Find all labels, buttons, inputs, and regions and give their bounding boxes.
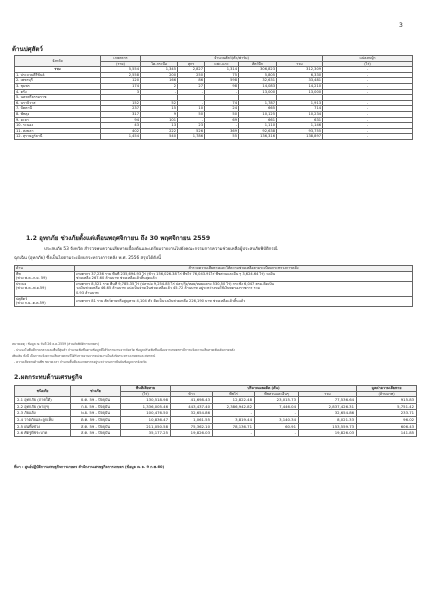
hazard-type-cell: 2.3 ภัยแล้ง xyxy=(15,410,71,417)
value-cell: 915.83 xyxy=(357,397,417,404)
side-label: พืช xyxy=(16,271,21,276)
province-cell: 9. ยะลา xyxy=(15,117,101,123)
col-result: สำรวจความเสียหายและให้ความช่วยเหลือตามระเบียบกระทรวงการคลัง xyxy=(75,266,413,272)
beef-cell: 222 xyxy=(141,128,178,134)
col-farmers: เกษตรกร xyxy=(101,56,141,62)
col-side: ด้าน xyxy=(15,266,75,272)
area-cell: - xyxy=(323,67,413,73)
period-cell: ธ.ค. 59 - ปัจจุบัน xyxy=(71,397,121,404)
field-crop-cell: 78,136.71 xyxy=(213,423,255,430)
area-cell: - xyxy=(323,111,413,117)
total-cell: 93,755 xyxy=(277,128,323,134)
result-cell xyxy=(75,271,413,281)
total-cell: 1,146 xyxy=(277,123,323,129)
province-cell: 12. สุราษฎร์ธานี xyxy=(15,134,101,140)
hazard-type-cell: 2.1 อุทกภัย (ภาคใต้) xyxy=(15,397,71,404)
goat-cell: 74 xyxy=(205,100,239,106)
livestock-table xyxy=(14,55,413,140)
area-cell: 100,476.50 xyxy=(121,410,171,417)
province-cell: 1. ประจวบคีรีขันธ์ xyxy=(15,72,101,78)
col-horticulture: พืชสวนและอื่นๆ xyxy=(255,391,299,397)
col-animals-group: จำนวนสัตว์(ตัว/ฟาร์ม) xyxy=(141,56,323,62)
area-cell: 130,518.98 xyxy=(121,397,171,404)
table-row xyxy=(15,423,417,430)
farmers-cell: 5,554 xyxy=(101,67,141,73)
col-field-crops: พืชไร่ xyxy=(213,391,255,397)
source-note: ที่มา : ศูนย์ปฏิบัติการเศรษฐกิจการเกษตร สำนักงานเศรษฐกิจการเกษตร (ข้อมูล ณ ล. 9 ก.พ.60) xyxy=(14,465,165,469)
area-cell: - xyxy=(323,72,413,78)
field-crop-cell: - xyxy=(213,410,255,417)
poultry-cell: 661 xyxy=(239,117,277,123)
flood-damage-table xyxy=(14,265,413,307)
farmers-cell: 120 xyxy=(101,78,141,84)
side-label: ปศุสัตว์ xyxy=(16,296,28,301)
province-cell: 4. ตรัง xyxy=(15,89,101,95)
col-poultry: สัตว์ปีก xyxy=(239,61,277,67)
field-crop-cell: 3,819.44 xyxy=(213,416,255,423)
total-cell: 153,559.73 xyxy=(299,423,357,430)
period-cell: ก.ย. 59 - ปัจจุบัน xyxy=(71,403,121,410)
footnote-4: - ความเสียหายด้านพืช ขยายเวลา จำนวนพื้นที่และเกษตรกรอยู่ระหว่างรอการยืนยันข้อมูลจากจังหวัด xyxy=(14,360,147,364)
side-cell xyxy=(15,281,75,296)
horticulture-cell: 3,140.34 xyxy=(255,416,299,423)
pig-cell: 1,786 xyxy=(178,134,205,140)
pig-cell: - xyxy=(178,100,205,106)
col-goat: แพะ-แกะ xyxy=(205,61,239,67)
poultry-cell: 10,125 xyxy=(239,111,277,117)
col-area-unit: (ไร่) xyxy=(323,61,413,67)
total-cell: 32,654.86 xyxy=(299,410,357,417)
col-period: ช่วงภัย xyxy=(71,386,121,397)
rice-cell: 1,061.55 xyxy=(171,416,213,423)
poultry-cell: 92,638 xyxy=(239,128,277,134)
farmers-cell: 174 xyxy=(101,83,141,89)
table-row xyxy=(15,271,413,281)
horticulture-cell: - xyxy=(255,430,299,437)
area-cell: - xyxy=(323,78,413,84)
total-cell: 8,021.33 xyxy=(299,416,357,423)
footnote-3: เพิ่มเติม ทั้งนี้ เป็นการแจ้งความเสียหายตามที่ได้รับรายงานจากหน่วยงานในสังกัดกระทรวงเกษตรและสหกรณ์ xyxy=(12,354,156,358)
area-cell: - xyxy=(323,128,413,134)
province-cell: 6. นราธิวาส xyxy=(15,100,101,106)
side-cell xyxy=(15,296,75,306)
area-cell: 1,336,005.46 xyxy=(121,403,171,410)
farmers-cell: 3 xyxy=(101,89,141,95)
total-cell: 1,913 xyxy=(277,100,323,106)
section-1-2-title: 1.2 อุทกภัย ช่วงภัยตั้งแต่เดือนพฤศจิกายน ถึง 30 พฤศจิกายน 2559 xyxy=(26,235,211,242)
total-cell: 631 xyxy=(277,117,323,123)
col-value: มูลค่าความเสียหาย xyxy=(357,386,417,392)
pig-cell: 250 xyxy=(178,72,205,78)
province-cell: 7. ปัตตานี xyxy=(15,106,101,112)
table-row xyxy=(15,430,417,437)
poultry-cell: 1,110 xyxy=(239,123,277,129)
pig-cell: - xyxy=(178,89,205,95)
goat-cell: 598 xyxy=(205,78,239,84)
farmers-cell: 402 xyxy=(101,128,141,134)
pig-cell: 23 xyxy=(178,123,205,129)
hazard-type-cell: 2.6 ศัตรูพืชระบาด xyxy=(15,430,71,437)
province-cell: 11. สงขลา xyxy=(15,128,101,134)
area-cell: - xyxy=(323,117,413,123)
footnote-1: หมายเหตุ : ข้อมูล ณ วันที่ 26 ธ.ค.2559 (ส่วนภัยพิบัติการเกษตร) xyxy=(12,342,99,346)
field-crop-cell: 2,386,942.82 xyxy=(213,403,255,410)
result-line: ช่วยเหลือ 267.60 ล้านบาท ช่วยเหลือแล้วสิ้นสุดแล้ว xyxy=(76,276,157,281)
pig-cell: 50 xyxy=(178,111,205,117)
area-cell: 10,836.47 xyxy=(121,416,171,423)
pig-cell: 2,827 xyxy=(178,67,205,73)
value-cell: 141.85 xyxy=(357,430,417,437)
poultry-cell: 306,823 xyxy=(239,67,277,73)
col-area-unit: (ไร่) xyxy=(121,391,171,397)
goat-cell: 24 xyxy=(205,106,239,112)
pig-cell: - xyxy=(178,117,205,123)
value-cell: 5,751.42 xyxy=(357,403,417,410)
col-total: รวม xyxy=(277,61,323,67)
section-2-title: 2.ผลกระทบด้านเศรษฐกิจ xyxy=(14,374,83,381)
rice-cell: 75,362.10 xyxy=(171,423,213,430)
pig-cell: 27 xyxy=(178,83,205,89)
poultry-cell: 665 xyxy=(239,106,277,112)
table-row xyxy=(15,403,417,410)
side-label: ประมง xyxy=(16,281,27,286)
total-cell: 33,481 xyxy=(277,78,323,84)
period-cell: พ.ย. 59 - ปัจจุบัน xyxy=(71,410,121,417)
result-line: เกษตรกร 37,236 ราย พื้นที่ 235,694.93 ไร่ (ข้าว 156,026.38 ไร่ พืชไร่ 76,043.91ไร่ พืชสวนและอื่น ๆ 3,624.64 ไร่) วงเงิน xyxy=(76,271,276,276)
province-cell: 2. เพชรบุรี xyxy=(15,78,101,84)
beef-cell: 200 xyxy=(141,72,178,78)
province-cell: 5. นครศรีธรรมราช xyxy=(15,95,101,101)
farmers-cell: 94 xyxy=(101,117,141,123)
side-label: (ช่วง พ.ค.-ก.ย. 59) xyxy=(16,276,47,281)
col-province: จังหวัด xyxy=(15,56,101,67)
poultry-cell: 136,316 xyxy=(239,134,277,140)
beef-cell: 101 xyxy=(141,117,178,123)
col-beef: โค-กระบือ xyxy=(141,61,178,67)
area-cell: 35,177.25 xyxy=(121,430,171,437)
goat-cell: - xyxy=(205,123,239,129)
result-line: 0.93 ล้านบาท xyxy=(76,290,99,295)
beef-cell: 166 xyxy=(141,78,178,84)
field-crop-cell: - xyxy=(213,430,255,437)
table-row xyxy=(15,134,413,140)
province-cell: 8. พัทลุง xyxy=(15,111,101,117)
farmers-cell: 1,454 xyxy=(101,134,141,140)
col-rice: ข้าว xyxy=(171,391,213,397)
goat-cell: 69 xyxy=(205,117,239,123)
farmers-cell: 43 xyxy=(101,123,141,129)
goat-cell: 50 xyxy=(205,111,239,117)
pig-cell: 86 xyxy=(178,78,205,84)
province-cell: 10. ระนอง xyxy=(15,123,101,129)
beef-cell: 1,345 xyxy=(141,67,178,73)
beef-cell: 540 xyxy=(141,134,178,140)
total-cell: 14,210 xyxy=(277,83,323,89)
side-label: (ช่วง พ.ค.-พ.ย.59) xyxy=(16,286,46,291)
value-cell: 606.43 xyxy=(357,423,417,430)
total-cell: 2,837,426.31 xyxy=(299,403,357,410)
horticulture-cell: 60.91 xyxy=(255,423,299,430)
section-1-2-para-2: ฉุกเฉิน (อุทกภัย) ซึ่งเป็นไปตามระเบียบกระทรวงการคลัง พ.ศ. 2556 สรุปได้ดังนี้ xyxy=(14,256,161,261)
horticulture-cell: 7,446.04 xyxy=(255,403,299,410)
province-cell: รวม xyxy=(15,67,101,73)
area-cell: - xyxy=(323,123,413,129)
poultry-cell: 5,805 xyxy=(239,72,277,78)
goat-cell: 1,314 xyxy=(205,67,239,73)
total-cell: 714 xyxy=(277,106,323,112)
goat-cell: 369 xyxy=(205,128,239,134)
table-row xyxy=(15,296,413,306)
table-row xyxy=(15,397,417,404)
period-cell: ส.ค. 59 - ปัจจุบัน xyxy=(71,430,121,437)
goat-cell: 98 xyxy=(205,83,239,89)
economic-impact-table xyxy=(14,385,417,437)
area-cell: - xyxy=(323,89,413,95)
pig-cell: 526 xyxy=(178,128,205,134)
farmers-cell: 152 xyxy=(101,100,141,106)
section-1-2-para-1: ประสบภัย 53 จังหวัด สำรวจพบความเสียหายเบื้องต้นและเตรียมรายงานไปยังคณะกรรมการความช่วยเหลือผู้ประสบภัยพิบัติกรณี xyxy=(44,247,278,252)
period-cell: ส.ค. 59 - ปัจจุบัน xyxy=(71,423,121,430)
beef-cell: - xyxy=(141,89,178,95)
col-farmers-unit: (ราย) xyxy=(101,61,141,67)
result-cell xyxy=(75,281,413,296)
poultry-cell: 14,083 xyxy=(239,83,277,89)
result-line: เกษตรกร 8,521 ราย พื้นที่ 9,785.35 ไร่ (ปลาบ่อ 9,254.85 ไร่ ปลา/กุ้ง/หอย/หอยแครง 530.50 ไร่) กระชัง 6,047 ตรม.คิดเป็น xyxy=(76,281,274,286)
col-pig: สุกร xyxy=(178,61,205,67)
horticulture-cell: 23,015.73 xyxy=(255,397,299,404)
table-row xyxy=(15,281,413,296)
col-damaged-area: พื้นที่เสียหาย xyxy=(121,386,171,392)
hazard-type-cell: 2.4 วาตภัยและลูกเห็บ xyxy=(15,416,71,423)
col-type: ชนิดภัย xyxy=(15,386,71,397)
poultry-cell: 32,631 xyxy=(239,78,277,84)
total-cell: 13,000 xyxy=(277,89,323,95)
beef-cell: 15 xyxy=(141,106,178,112)
farmers-cell: 237 xyxy=(101,106,141,112)
beef-cell: 9 xyxy=(141,111,178,117)
side-label: (ช่วง ก.ย.-ต.ค.59) xyxy=(16,301,46,306)
farmers-cell: 317 xyxy=(101,111,141,117)
hazard-type-cell: 2.2 อุทกภัย (พายุฯ) xyxy=(15,403,71,410)
area-cell: - xyxy=(323,100,413,106)
area-cell: - xyxy=(323,83,413,89)
horticulture-cell: - xyxy=(255,410,299,417)
area-cell: 211,050.58 xyxy=(121,423,171,430)
rice-cell: 41,698.43 xyxy=(171,397,213,404)
farmers-cell: 2,558 xyxy=(101,72,141,78)
rice-cell: 32,654.86 xyxy=(171,410,213,417)
page-number: 3 xyxy=(399,22,403,29)
result-cell xyxy=(75,296,413,306)
period-cell: ต.ค. 59 - ปัจจุบัน xyxy=(71,416,121,423)
value-cell: 96.02 xyxy=(357,416,417,423)
poultry-cell: 13,000 xyxy=(239,89,277,95)
total-cell: 19,826.03 xyxy=(299,430,357,437)
result-line: เกษตรกร 81 ราย สัตว์ตายหรือสูญหาย 4,104 ตัว คิดเป็นวงเงินช่วยเหลือ 226,190 บาท ช่วยเหลือแล้วสิ้นแล้ว xyxy=(76,298,246,303)
area-cell: - xyxy=(323,106,413,112)
goat-cell: 75 xyxy=(205,72,239,78)
col-quantity: ปริมาณผลผลิต (ตัน) xyxy=(171,386,357,392)
pig-cell: 10 xyxy=(178,106,205,112)
col-total: รวม xyxy=(299,391,357,397)
col-area: แปลงหญ้า xyxy=(323,56,413,62)
total-cell: 10,234 xyxy=(277,111,323,117)
province-cell: 3. ชุมพร xyxy=(15,83,101,89)
rice-cell: 19,826.03 xyxy=(171,430,213,437)
table-row xyxy=(15,410,417,417)
goat-cell: 55 xyxy=(205,134,239,140)
total-cell: 6,330 xyxy=(277,72,323,78)
hazard-type-cell: 2.5 ฝนทิ้งช่วง xyxy=(15,423,71,430)
total-cell: 138,897 xyxy=(277,134,323,140)
beef-cell: 52 xyxy=(141,100,178,106)
total-cell: 312,309 xyxy=(277,67,323,73)
side-cell xyxy=(15,271,75,281)
total-cell: 77,536.64 xyxy=(299,397,357,404)
livestock-heading: ด้านปศุสัตว์ xyxy=(12,46,43,53)
area-cell: - xyxy=(323,134,413,140)
field-crop-cell: 12,822.48 xyxy=(213,397,255,404)
table-row xyxy=(15,416,417,423)
col-value-unit: (ล้านบาท) xyxy=(357,391,417,397)
value-cell: 233.71 xyxy=(357,410,417,417)
beef-cell: 13 xyxy=(141,123,178,129)
beef-cell: 2 xyxy=(141,83,178,89)
footnote-2: - ประมงในพื้นที่ภาคกลางและพื้นที่ลุ่มต่ำ จำนวนเพิ่มขึ้นตามข้อมูลที่ได้รับรายงานจากจังหวัด ข้อมูลปรับเพิ่มขึ้นเนื่องจากเกษตรกรมีการแจ้งความเสียหายเพิ่มเติมภายหลัง xyxy=(14,348,235,352)
result-line: วงเงินช่วยเหลือ 46.65 ล้านบาท แบ่งเป็นจ่ายเงินช่วยเหลือแล้ว 45.72 ล้านบาท อยู่ระหว่างขอใช้เงินทดรองราชการ รวม xyxy=(76,286,260,291)
goat-cell: - xyxy=(205,89,239,95)
poultry-cell: 1,787 xyxy=(239,100,277,106)
rice-cell: 443,437.40 xyxy=(171,403,213,410)
